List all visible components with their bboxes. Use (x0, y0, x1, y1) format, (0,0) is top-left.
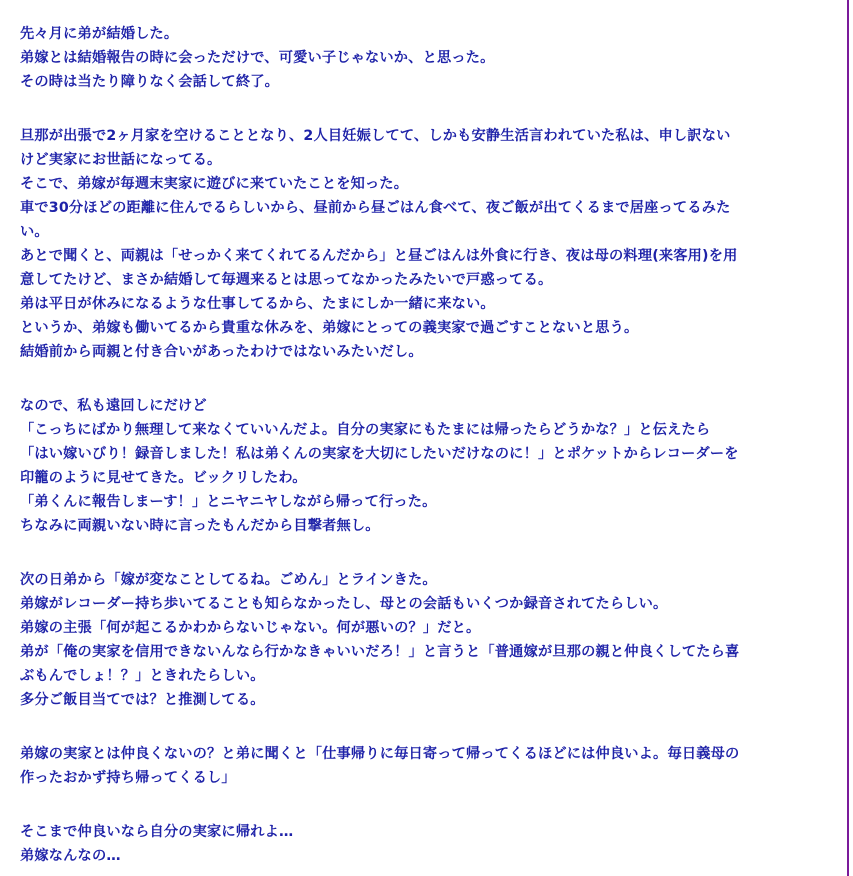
text-line: 多分ご飯目当てでは？と推測してる。 (20, 692, 265, 708)
paragraph-5 (20, 742, 826, 790)
paragraph-1 (20, 22, 826, 94)
paragraph-gap (20, 538, 826, 568)
text-line: 「弟くんに報告しまーす！」とニヤニヤしながら帰って行った。 (20, 494, 437, 510)
paragraph-gap (20, 712, 826, 742)
paragraph-gap (20, 364, 826, 394)
text-line: 弟が「俺の実家を信用できないんなら行かなきゃいいだろ！」と言うと「普通嫁が旦那の親と仲良くしてたら喜 (20, 644, 740, 660)
text-line: 旦那が出張で2ヶ月家を空けることとなり、2人目妊娠してて、しかも安静生活言われていた私は、申し訳ない (20, 128, 731, 144)
text-line: 弟嫁とは結婚報告の時に会っただけで、可愛い子じゃないか、と思った。 (20, 50, 495, 66)
text-line: そこで、弟嫁が毎週末実家に遊びに来ていたことを知った。 (20, 176, 409, 192)
post-body (20, 22, 826, 868)
text-line: けど実家にお世話になってる。 (20, 152, 222, 168)
text-line: 次の日弟から「嫁が変なことしてるね。ごめん」とラインきた。 (20, 572, 437, 588)
text-line: 車で30分ほどの距離に住んでるらしいから、昼前から昼ごはん食べて、夜ご飯が出てくるまで居座ってるみた (20, 200, 731, 216)
text-line: 弟嫁なんなの… (20, 848, 121, 864)
text-line: 弟嫁の実家とは仲良くないの？と弟に聞くと「仕事帰りに毎日寄って帰ってくるほどには仲良いよ。毎日義母の (20, 746, 740, 762)
text-line: 作ったおかず持ち帰ってくるし」 (20, 770, 236, 786)
text-line: 弟は平日が休みになるような仕事してるから、たまにしか一緒に来ない。 (20, 296, 495, 312)
text-line: 弟嫁がレコーダー持ち歩いてることも知らなかったし、母との会話もいくつか録音されてたらしい。 (20, 596, 668, 612)
text-line: 弟嫁の主張「何が起こるかわからないじゃない。何が悪いの？」だと。 (20, 620, 481, 636)
text-line: その時は当たり障りなく会話して終了。 (20, 74, 279, 90)
paragraph-3 (20, 394, 826, 538)
text-line: ちなみに両親いない時に言ったもんだから目撃者無し。 (20, 518, 380, 534)
text-line: あとで聞くと、両親は「せっかく来てくれてるんだから」と昼ごはんは外食に行き、夜は母の料理(来客用)を用 (20, 248, 738, 264)
paragraph-6 (20, 820, 826, 868)
text-line: そこまで仲良いなら自分の実家に帰れよ… (20, 824, 294, 840)
paragraph-4 (20, 568, 826, 712)
paragraph-gap (20, 94, 826, 124)
text-line: 結婚前から両親と付き合いがあったわけではないみたいだし。 (20, 344, 423, 360)
text-line: というか、弟嫁も働いてるから貴重な休みを、弟嫁にとっての義実家で過ごすことないと思う。 (20, 320, 639, 336)
paragraph-gap (20, 790, 826, 820)
text-line: 「はい嫁いびり！録音しました！私は弟くんの実家を大切にしたいだけなのに！」とポケットからレコーダーを (20, 446, 739, 462)
text-line: 意してたけど、まさか結婚して毎週来るとは思ってなかったみたいで戸惑ってる。 (20, 272, 553, 288)
text-line: 「こっちにばかり無理して来なくていいんだよ。自分の実家にもたまには帰ったらどうかな？」と伝えたら (20, 422, 711, 438)
text-line: ぶもんでしょ！？」ときれたらしい。 (20, 668, 265, 684)
text-line: 印籠のように見せてきた。ビックリしたわ。 (20, 470, 307, 486)
text-line: なので、私も遠回しにだけど (20, 398, 207, 414)
text-line: い。 (20, 224, 49, 240)
right-border-rule (847, 0, 849, 876)
paragraph-2 (20, 124, 826, 364)
text-line: 先々月に弟が結婚した。 (20, 26, 179, 42)
